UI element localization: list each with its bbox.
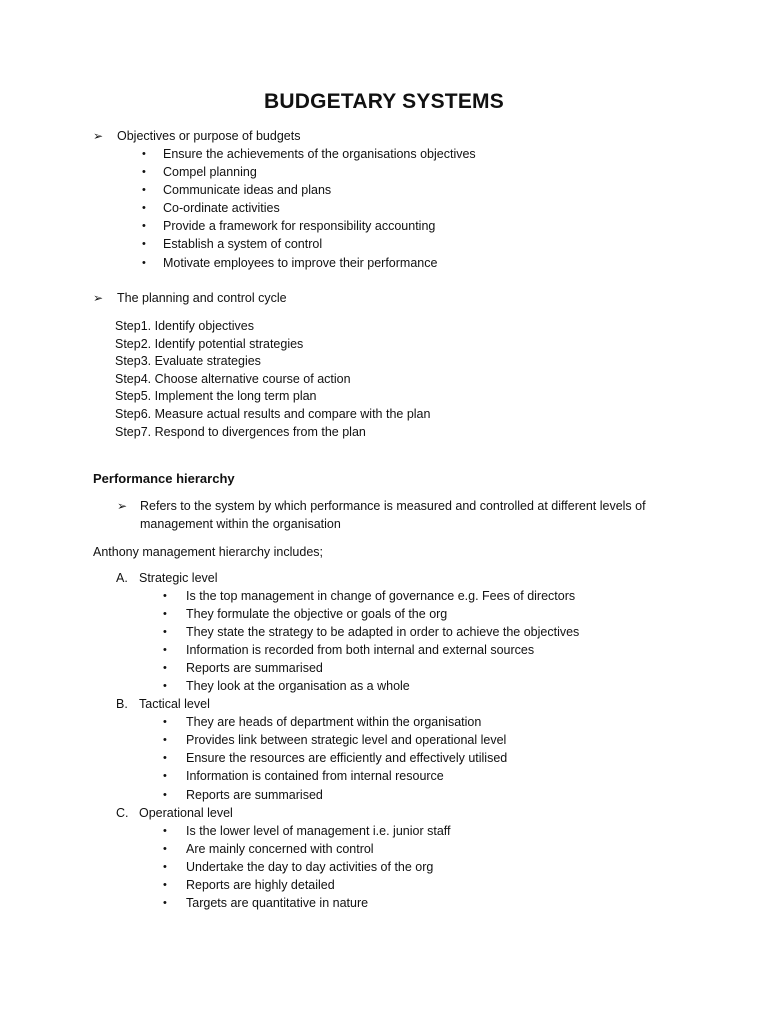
section-heading-cycle: The planning and control cycle: [117, 291, 287, 305]
step-line: Step5. Implement the long term plan: [115, 389, 317, 403]
level-name-strategic: Strategic level: [139, 571, 218, 585]
arrow-bullet-icon: ➢: [93, 129, 104, 143]
bullet-icon: •: [163, 861, 167, 873]
step-line: Step4. Choose alternative course of action: [115, 372, 351, 386]
bullet-icon: •: [142, 238, 146, 250]
list-item: Are mainly concerned with control: [186, 842, 374, 856]
list-item: They look at the organisation as a whole: [186, 679, 410, 693]
list-item: Reports are highly detailed: [186, 878, 335, 892]
bullet-icon: •: [142, 148, 146, 160]
step-line: Step6. Measure actual results and compare with the plan: [115, 407, 431, 421]
bullet-icon: •: [142, 184, 146, 196]
bullet-icon: •: [163, 644, 167, 656]
list-item: Is the top management in change of governance e.g. Fees of directors: [186, 589, 576, 603]
list-item: Co-ordinate activities: [163, 201, 280, 215]
bullet-icon: •: [163, 662, 167, 674]
arrow-bullet-icon: ➢: [93, 291, 104, 305]
list-item: Information is contained from internal resource: [186, 769, 444, 783]
section-heading-performance: Performance hierarchy: [93, 471, 235, 486]
bullet-icon: •: [163, 608, 167, 620]
bullet-icon: •: [163, 626, 167, 638]
list-item: Provides link between strategic level and operational level: [186, 733, 507, 747]
level-name-operational: Operational level: [139, 806, 233, 820]
hierarchy-intro: Anthony management hierarchy includes;: [93, 545, 323, 559]
level-letter: A.: [116, 571, 128, 585]
step-line: Step7. Respond to divergences from the plan: [115, 425, 366, 439]
bullet-icon: •: [142, 166, 146, 178]
bullet-icon: •: [163, 897, 167, 909]
bullet-icon: •: [163, 716, 167, 728]
bullet-icon: •: [163, 843, 167, 855]
performance-description-line2: management within the organisation: [140, 517, 341, 531]
bullet-icon: •: [142, 202, 146, 214]
step-line: Step3. Evaluate strategies: [115, 354, 261, 368]
bullet-icon: •: [163, 752, 167, 764]
list-item: Provide a framework for responsibility accounting: [163, 219, 436, 233]
list-item: Compel planning: [163, 165, 257, 179]
step-line: Step1. Identify objectives: [115, 319, 254, 333]
bullet-icon: •: [142, 220, 146, 232]
list-item: Is the lower level of management i.e. junior staff: [186, 824, 451, 838]
level-letter: B.: [116, 697, 128, 711]
list-item: They are heads of department within the organisation: [186, 715, 482, 729]
section-heading-objectives: Objectives or purpose of budgets: [117, 129, 301, 143]
list-item: Motivate employees to improve their performance: [163, 256, 438, 270]
level-name-tactical: Tactical level: [139, 697, 210, 711]
step-line: Step2. Identify potential strategies: [115, 337, 304, 351]
bullet-icon: •: [163, 734, 167, 746]
bullet-icon: •: [163, 680, 167, 692]
performance-description-line1: Refers to the system by which performance is measured and controlled at different levels of: [140, 499, 646, 513]
arrow-bullet-icon: ➢: [117, 499, 128, 513]
level-letter: C.: [116, 806, 129, 820]
bullet-icon: •: [142, 257, 146, 269]
bullet-icon: •: [163, 789, 167, 801]
bullet-icon: •: [163, 590, 167, 602]
list-item: Establish a system of control: [163, 237, 323, 251]
list-item: Targets are quantitative in nature: [186, 896, 369, 910]
list-item: They state the strategy to be adapted in order to achieve the objectives: [186, 625, 580, 639]
bullet-icon: •: [163, 879, 167, 891]
bullet-icon: •: [163, 770, 167, 782]
list-item: Ensure the achievements of the organisations objectives: [163, 147, 476, 161]
page-title: BUDGETARY SYSTEMS: [264, 90, 504, 113]
list-item: They formulate the objective or goals of the org: [186, 607, 448, 621]
list-item: Reports are summarised: [186, 661, 323, 675]
list-item: Information is recorded from both internal and external sources: [186, 643, 535, 657]
list-item: Communicate ideas and plans: [163, 183, 332, 197]
list-item: Ensure the resources are efficiently and effectively utilised: [186, 751, 508, 765]
bullet-icon: •: [163, 825, 167, 837]
list-item: Undertake the day to day activities of the org: [186, 860, 434, 874]
list-item: Reports are summarised: [186, 788, 323, 802]
